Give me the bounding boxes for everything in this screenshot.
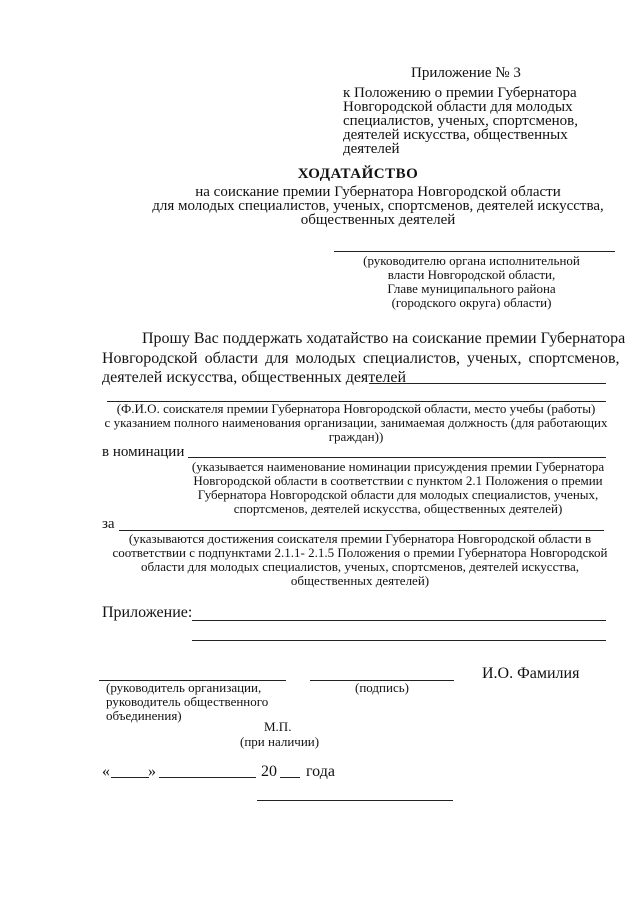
candidate-hint-line: граждан)) bbox=[328, 429, 384, 444]
addressee-hint-line: (городского округа) области) bbox=[391, 295, 552, 310]
date-month-line[interactable] bbox=[159, 777, 256, 778]
nomination-hint-line: (указывается наименование номинации присуждения премии Губернатора bbox=[191, 459, 605, 474]
annex-ref-line: специалистов, ученых, спортсменов, bbox=[343, 113, 578, 129]
subtitle-line: для молодых специалистов, ученых, спортсменов, деятелей искусства, bbox=[152, 198, 604, 214]
date-close-quote: » bbox=[148, 763, 156, 780]
document-subtitle bbox=[100, 185, 640, 227]
annex-ref-line: деятелей bbox=[343, 141, 400, 157]
date-open-quote: « bbox=[102, 763, 110, 780]
attachment-field-line-2[interactable] bbox=[192, 640, 606, 641]
document-title: ХОДАТАЙСТВО bbox=[297, 166, 419, 182]
annex-reference bbox=[343, 86, 578, 156]
registration-line[interactable] bbox=[257, 800, 453, 801]
attachment-label: Приложение: bbox=[102, 604, 193, 621]
achievements-hint bbox=[100, 532, 620, 588]
date-day-line[interactable] bbox=[111, 777, 149, 778]
nomination-hint-line: спортсменов, деятелей искусства, общественных деятелей) bbox=[233, 501, 563, 516]
head-hint-line: руководитель общественного bbox=[106, 694, 269, 709]
signatory-name: И.О. Фамилия bbox=[482, 665, 580, 682]
signature-hint: (подпись) bbox=[355, 680, 409, 695]
nomination-field-line[interactable] bbox=[188, 457, 606, 458]
body-line-2: Новгородской области для молодых специалистов, ученых, спортсменов, bbox=[102, 350, 620, 367]
candidate-field-line-1[interactable] bbox=[369, 383, 606, 384]
body-line-1: Прошу Вас поддержать ходатайство на соискание премии Губернатора bbox=[142, 330, 626, 347]
achievements-hint-line: области для молодых специалистов, ученых, спортсменов, деятелей искусства, bbox=[140, 559, 580, 574]
addressee-hint-line: (руководителю органа исполнительной bbox=[363, 253, 580, 268]
achievements-hint-line: (указываются достижения соискателя премии Губернатора Новгородской области в bbox=[128, 531, 592, 546]
head-hint-line: (руководитель организации, bbox=[106, 680, 262, 695]
candidate-hint bbox=[100, 402, 612, 444]
nomination-hint bbox=[186, 460, 610, 516]
stamp-hint: (при наличии) bbox=[240, 734, 320, 749]
stamp-label: М.П. bbox=[264, 719, 292, 734]
body-line-3: деятелей искусства, общественных деятелей bbox=[102, 369, 407, 386]
annex-ref-line: к Положению о премии Губернатора bbox=[343, 85, 577, 101]
nomination-hint-line: Губернатора Новгородской области для молодых специалистов, ученых, bbox=[197, 487, 599, 502]
subtitle-line: общественных деятелей bbox=[300, 212, 456, 228]
candidate-hint-line: с указанием полного наименования организации, занимаемая должность (для работающих bbox=[104, 415, 608, 430]
nomination-label: в номинации bbox=[102, 444, 185, 460]
head-position-hint bbox=[106, 681, 268, 723]
addressee-hint bbox=[344, 254, 599, 310]
addressee-hint-line: власти Новгородской области, bbox=[387, 267, 556, 282]
candidate-hint-line: (Ф.И.О. соискателя премии Губернатора Новгородской области, место учебы (работы) bbox=[116, 401, 596, 416]
achievements-hint-line: общественных деятелей) bbox=[290, 573, 430, 588]
addressee-hint-line: Главе муниципального района bbox=[387, 281, 556, 296]
annex-ref-line: деятелей искусства, общественных bbox=[343, 127, 568, 143]
subtitle-line: на соискание премии Губернатора Новгородской области bbox=[195, 184, 561, 200]
annex-ref-line: Новгородской области для молодых bbox=[343, 99, 573, 115]
date-year-prefix: 20 bbox=[261, 763, 277, 780]
addressee-field-line[interactable] bbox=[334, 251, 615, 252]
date-year-suffix: года bbox=[306, 763, 335, 780]
achievements-hint-line: соответствии с подпунктами 2.1.1- 2.1.5 Положения о премии Губернатора Новгородской bbox=[112, 545, 608, 560]
head-hint-line: объединения) bbox=[106, 708, 182, 723]
attachment-field-line-1[interactable] bbox=[192, 620, 606, 621]
achievements-label: за bbox=[102, 516, 115, 532]
date-year-line[interactable] bbox=[280, 777, 300, 778]
nomination-hint-line: Новгородской области в соответствии с пунктом 2.1 Положения о премии bbox=[193, 473, 603, 488]
annex-number: Приложение № 3 bbox=[411, 65, 521, 81]
